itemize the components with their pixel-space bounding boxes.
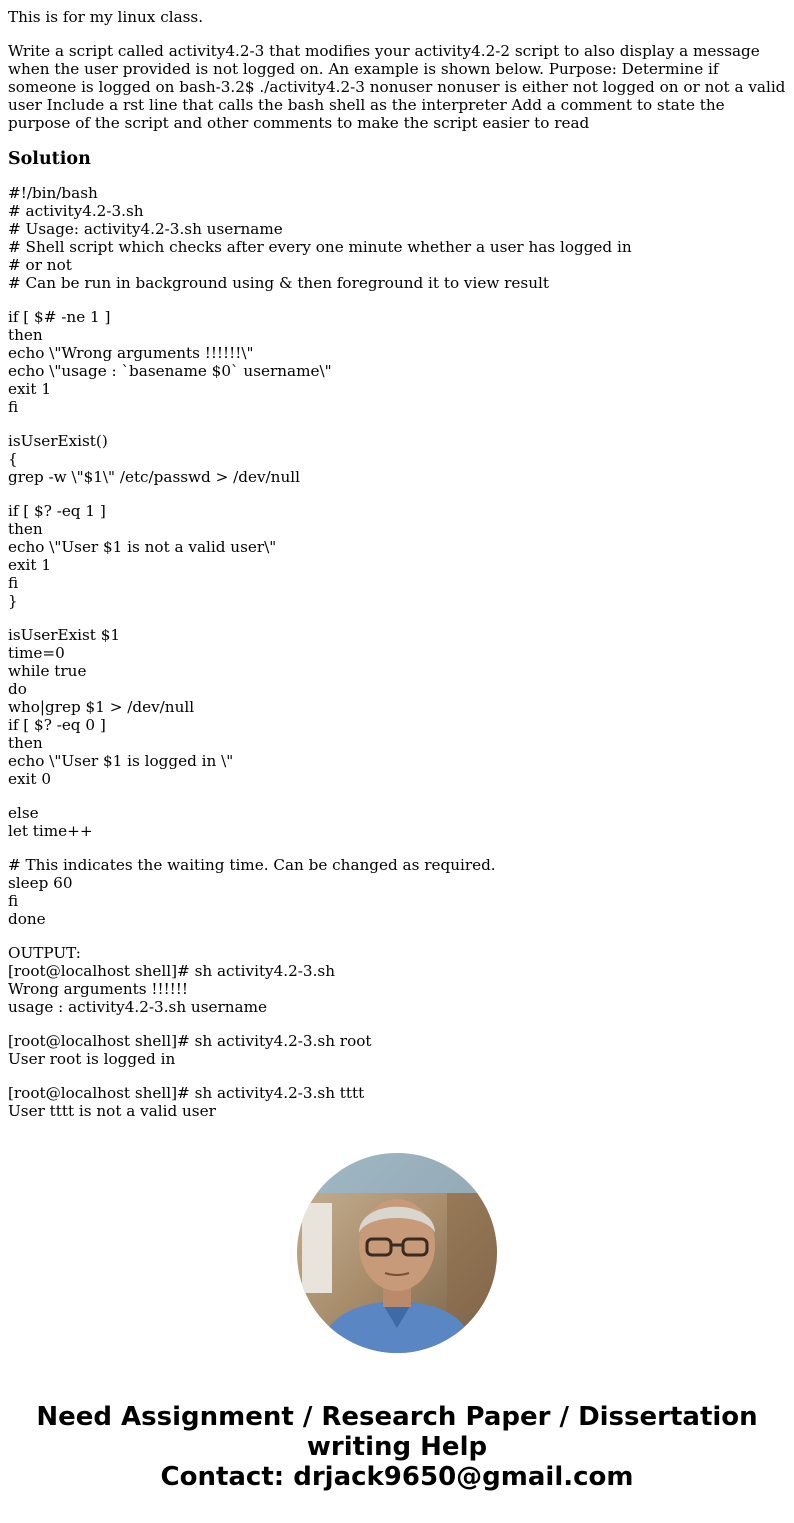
code-line: # This indicates the waiting time. Can be changed as required. <box>8 856 496 874</box>
code-line: Wrong arguments !!!!!! <box>8 980 188 998</box>
code-line: # or not <box>8 256 72 274</box>
code-line: who|grep $1 > /dev/null <box>8 698 195 716</box>
document-body <box>8 8 786 1136</box>
code-line: time=0 <box>8 644 65 662</box>
footer-line-2: writing Help <box>306 1432 488 1462</box>
code-line: then <box>8 520 43 538</box>
code-line: exit 1 <box>8 380 52 398</box>
footer-line-1: Need Assignment / Research Paper / Dissertation <box>36 1402 758 1432</box>
code-line: fi <box>8 892 19 910</box>
code-line: do <box>8 680 27 698</box>
code-line: if [ $? -eq 1 ] <box>8 502 106 520</box>
code-block <box>8 1084 786 1120</box>
code-line: let time++ <box>8 822 93 840</box>
code-line: # Usage: activity4.2-3.sh username <box>8 220 283 238</box>
code-line: echo \"usage : `basename $0` username\" <box>8 362 332 380</box>
code-line: isUserExist $1 <box>8 626 121 644</box>
code-block <box>8 432 786 486</box>
code-line: User tttt is not a valid user <box>8 1102 216 1120</box>
code-line: # Can be run in background using & then foreground it to view result <box>8 274 549 292</box>
person-photo-icon <box>297 1153 497 1353</box>
solution-code <box>8 184 786 1120</box>
code-block <box>8 1032 786 1068</box>
footer-contact: Contact: drjack9650@gmail.com <box>160 1462 634 1492</box>
code-block <box>8 184 786 292</box>
intro-line: This is for my linux class. <box>8 8 204 26</box>
code-line: if [ $# -ne 1 ] <box>8 308 111 326</box>
solution-heading: Solution <box>8 149 91 169</box>
code-block <box>8 626 786 788</box>
code-line: } <box>8 592 18 610</box>
code-line: [root@localhost shell]# sh activity4.2-3.sh root <box>8 1032 372 1050</box>
code-line: [root@localhost shell]# sh activity4.2-3.sh <box>8 962 335 980</box>
code-line: else <box>8 804 39 822</box>
code-line: while true <box>8 662 87 680</box>
code-line: done <box>8 910 46 928</box>
footer-promo <box>0 1402 794 1492</box>
code-block <box>8 308 786 416</box>
code-line: # activity4.2-3.sh <box>8 202 144 220</box>
code-line: # Shell script which checks after every one minute whether a user has logged in <box>8 238 632 256</box>
code-line: OUTPUT: <box>8 944 81 962</box>
code-line: fi <box>8 574 19 592</box>
code-line: exit 0 <box>8 770 52 788</box>
code-block <box>8 944 786 1016</box>
code-line: then <box>8 734 43 752</box>
code-line: sleep 60 <box>8 874 73 892</box>
code-line: #!/bin/bash <box>8 184 98 202</box>
code-block <box>8 502 786 610</box>
question-text: Write a script called activity4.2-3 that modifies your activity4.2-2 script to also display a message when the user provided is not logged on. An example is shown below. Purpose: Determine if someone is logged on bash-3.2$ ./activity4.2-3 nonuser nonuser is either not logged on or not a valid user Include a rst line that calls the bash shell as the interpreter Add a comment to state the purpose of the script and other comments to make the script easier to read <box>8 42 786 132</box>
code-block <box>8 804 786 840</box>
avatar <box>297 1153 497 1353</box>
code-line: User root is logged in <box>8 1050 176 1068</box>
code-line: if [ $? -eq 0 ] <box>8 716 106 734</box>
code-line: [root@localhost shell]# sh activity4.2-3.sh tttt <box>8 1084 365 1102</box>
code-line: isUserExist() <box>8 432 108 450</box>
code-line: then <box>8 326 43 344</box>
code-line: grep -w \"$1\" /etc/passwd > /dev/null <box>8 468 300 486</box>
code-line: echo \"User $1 is logged in \" <box>8 752 234 770</box>
code-line: echo \"Wrong arguments !!!!!!\" <box>8 344 254 362</box>
code-block <box>8 856 786 928</box>
code-line: { <box>8 450 18 468</box>
code-line: echo \"User $1 is not a valid user\" <box>8 538 277 556</box>
code-line: usage : activity4.2-3.sh username <box>8 998 267 1016</box>
code-line: fi <box>8 398 19 416</box>
code-line: exit 1 <box>8 556 52 574</box>
